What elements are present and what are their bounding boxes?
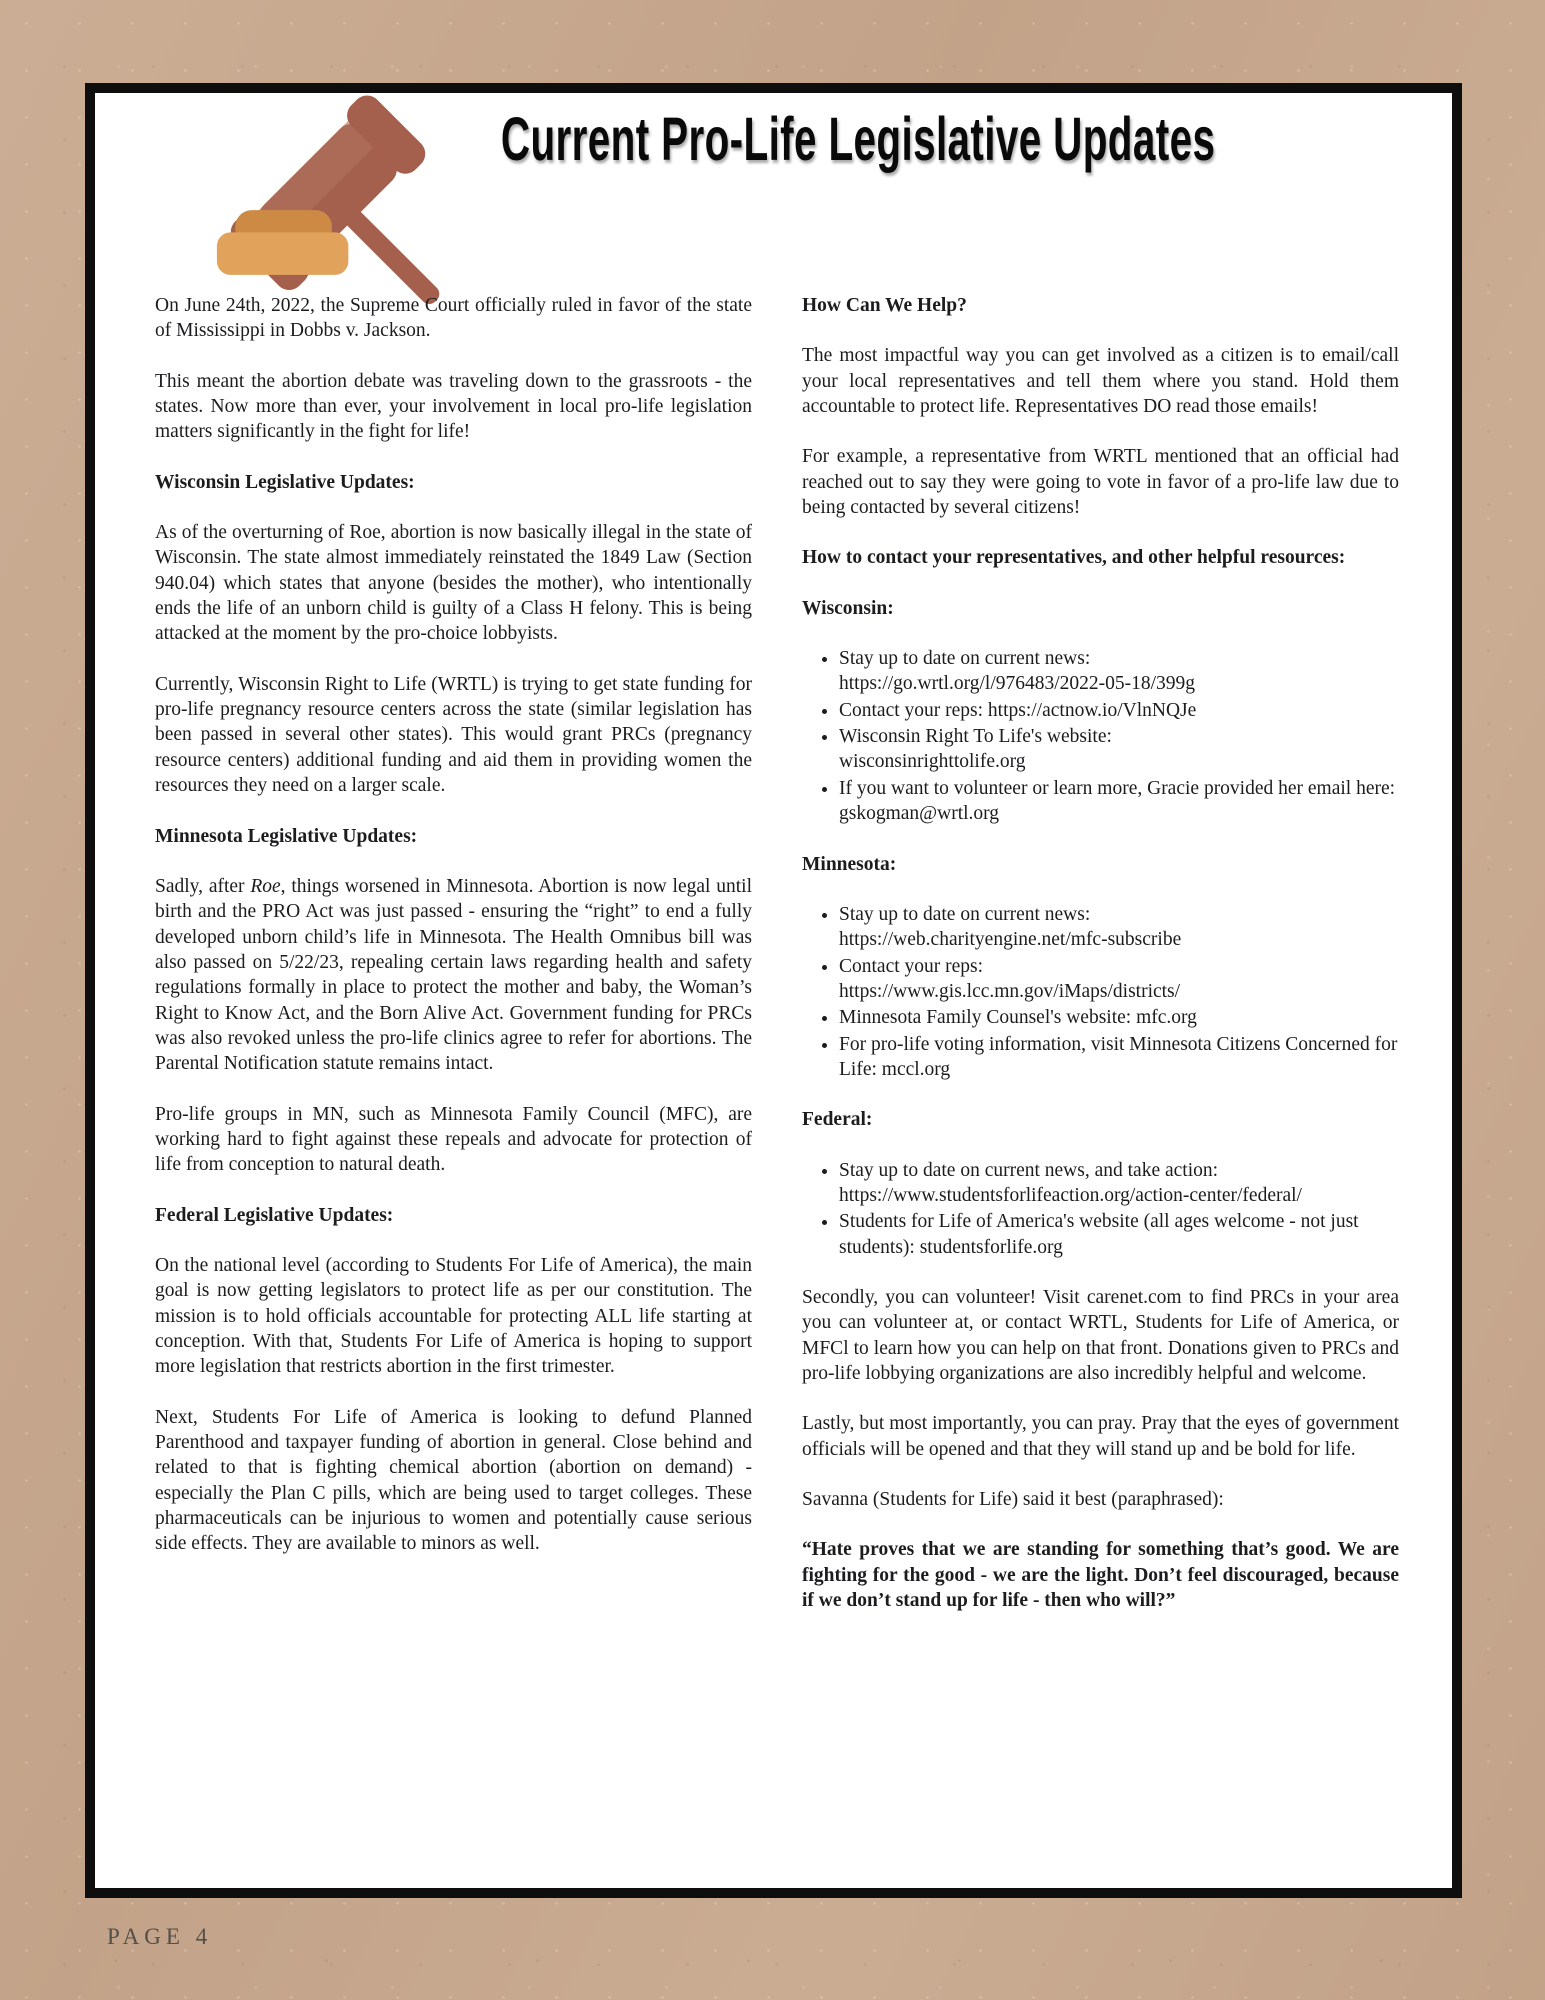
bullet-list bbox=[802, 1158, 1399, 1260]
list-item: • Students for Life of America's website (all ages welcome - not just students): studentsforlife.org bbox=[839, 1209, 1399, 1260]
section-heading: How Can We Help? bbox=[802, 295, 967, 316]
section-heading: Wisconsin Legislative Updates: bbox=[155, 471, 415, 493]
section-heading: Federal: bbox=[802, 1109, 873, 1131]
list-item: • Stay up to date on current news: https://web.charityengine.net/mfc-subscribe bbox=[839, 902, 1399, 953]
paragraph: Savanna (Students for Life) said it best (paraphrased): bbox=[802, 1489, 1224, 1511]
list-item: • Stay up to date on current news, and take action: https://www.studentsforlifeaction.org/action-center/federal/ bbox=[839, 1158, 1399, 1209]
paragraph: The most impactful way you can get involved as a citizen is to email/call your local representatives and tell them where you stand. Hold them accountable to protect life. Representatives DO read those emails! bbox=[802, 345, 1399, 418]
bullet-list bbox=[802, 646, 1399, 826]
section-heading: Minnesota: bbox=[802, 853, 897, 875]
list-item: • For pro-life voting information, visit Minnesota Citizens Concerned for Life: mccl.org bbox=[839, 1032, 1399, 1083]
paragraph: Secondly, you can volunteer! Visit carenet.com to find PRCs in your area you can volunteer at, or contact WRTL, Students for Life of America, or MFCl to learn how you can help on that front. Donations given to PRCs and pro-life lobbying organizations are also incredibly helpful and welcome. bbox=[802, 1286, 1399, 1384]
article-body bbox=[155, 293, 1399, 1638]
paragraph: On the national level (according to Students For Life of America), the main goal is now getting legislators to protect life as per our constitution. The mission is to hold officials accountable for protecting ALL life starting at conception. With that, Students For Life of America is hoping to support more legislation that restricts abortion in the first trimester. bbox=[155, 1254, 752, 1378]
paragraph: On June 24th, 2022, the Supreme Court officially ruled in favor of the state of Mississippi in Dobbs v. Jackson. bbox=[155, 295, 752, 342]
list-item: • Contact your reps: https://www.gis.lcc.mn.gov/iMaps/districts/ bbox=[839, 954, 1399, 1005]
paragraph: Pro-life groups in MN, such as Minnesota Family Council (MFC), are working hard to fight against these repeals and advocate for protection of life from conception to natural death. bbox=[155, 1103, 752, 1176]
paragraph: Currently, Wisconsin Right to Life (WRTL) is trying to get state funding for pro-life pregnancy resource centers across the state (similar legislation has been passed in several other states). This would grant PRCs (pregnancy resource centers) additional funding and aid them in providing women the resources they need on a larger scale. bbox=[155, 673, 752, 797]
list-item: • Contact your reps: https://actnow.io/VlnNQJe bbox=[839, 698, 1399, 723]
section-heading: Federal Legislative Updates: bbox=[155, 1204, 394, 1226]
bullet-list bbox=[802, 902, 1399, 1082]
right-column bbox=[802, 293, 1399, 1638]
paragraph: Next, Students For Life of America is looking to defund Planned Parenthood and taxpayer funding of abortion in general. Close behind and related to that is fighting chemical abortion (abortion on demand) - especially the Plan C pills, which are being used to target colleges. These pharmaceuticals can be injurious to women and potentially cause serious side effects. They are available to minors as well. bbox=[155, 1406, 752, 1555]
page-header bbox=[320, 104, 1397, 174]
page-number: PAGE 4 bbox=[107, 1924, 213, 1949]
document-page bbox=[85, 83, 1462, 1898]
section-heading: Minnesota Legislative Updates: bbox=[155, 825, 418, 847]
page-title: Current Pro-Life Legislative Updates bbox=[501, 104, 1216, 174]
list-item: • Wisconsin Right To Life's website: wisconsinrighttolife.org bbox=[839, 724, 1399, 775]
paragraph: Lastly, but most importantly, you can pray. Pray that the eyes of government officials will be opened and that they will stand up and be bold for life. bbox=[802, 1413, 1399, 1460]
quote-paragraph: “Hate proves that we are standing for something that’s good. We are fighting for the good - we are the light. Don’t feel discouraged, because if we don’t stand up for life - then who will?” bbox=[802, 1539, 1399, 1612]
paragraph: Sadly, after Roe, things worsened in Minnesota. Abortion is now legal until birth and the PRO Act was just passed - ensuring the “right” to end a fully developed unborn child’s life in Minnesota. The Health Omnibus bill was also passed on 5/22/23, repealing certain laws regarding health and safety regulations formally in place to protect the mother and baby, the Woman’s Right to Know Act, and the Born Alive Act. Government funding for PRCs was also revoked unless the pro-life clinics agree to refer for abortions. The Parental Notification statute remains intact. bbox=[155, 875, 752, 1075]
list-item: • Minnesota Family Counsel's website: mfc.org bbox=[839, 1005, 1399, 1030]
section-heading: Wisconsin: bbox=[802, 597, 894, 619]
left-column bbox=[155, 293, 752, 1638]
paragraph: As of the overturning of Roe, abortion is now basically illegal in the state of Wisconsin. The state almost immediately reinstated the 1849 Law (Section 940.04) which states that anyone (besides the mother), who intentionally ends the life of an unborn child is guilty of a Class H felony. This is being attacked at the moment by the pro-choice lobbyists. bbox=[155, 522, 752, 645]
paragraph: This meant the abortion debate was traveling down to the grassroots - the states. Now more than ever, your involvement in local pro-life legislation matters significantly in the fight for life! bbox=[155, 370, 752, 443]
list-item: • Stay up to date on current news: https://go.wrtl.org/l/976483/2022-05-18/399g bbox=[839, 646, 1399, 697]
list-item: • If you want to volunteer or learn more, Gracie provided her email here: gskogman@wrtl.org bbox=[839, 776, 1399, 827]
section-heading: How to contact your representatives, and other helpful resources: bbox=[802, 547, 1346, 569]
paragraph: For example, a representative from WRTL mentioned that an official had reached out to say they were going to vote in favor of a pro-life law due to being contacted by several citizens! bbox=[802, 446, 1399, 519]
